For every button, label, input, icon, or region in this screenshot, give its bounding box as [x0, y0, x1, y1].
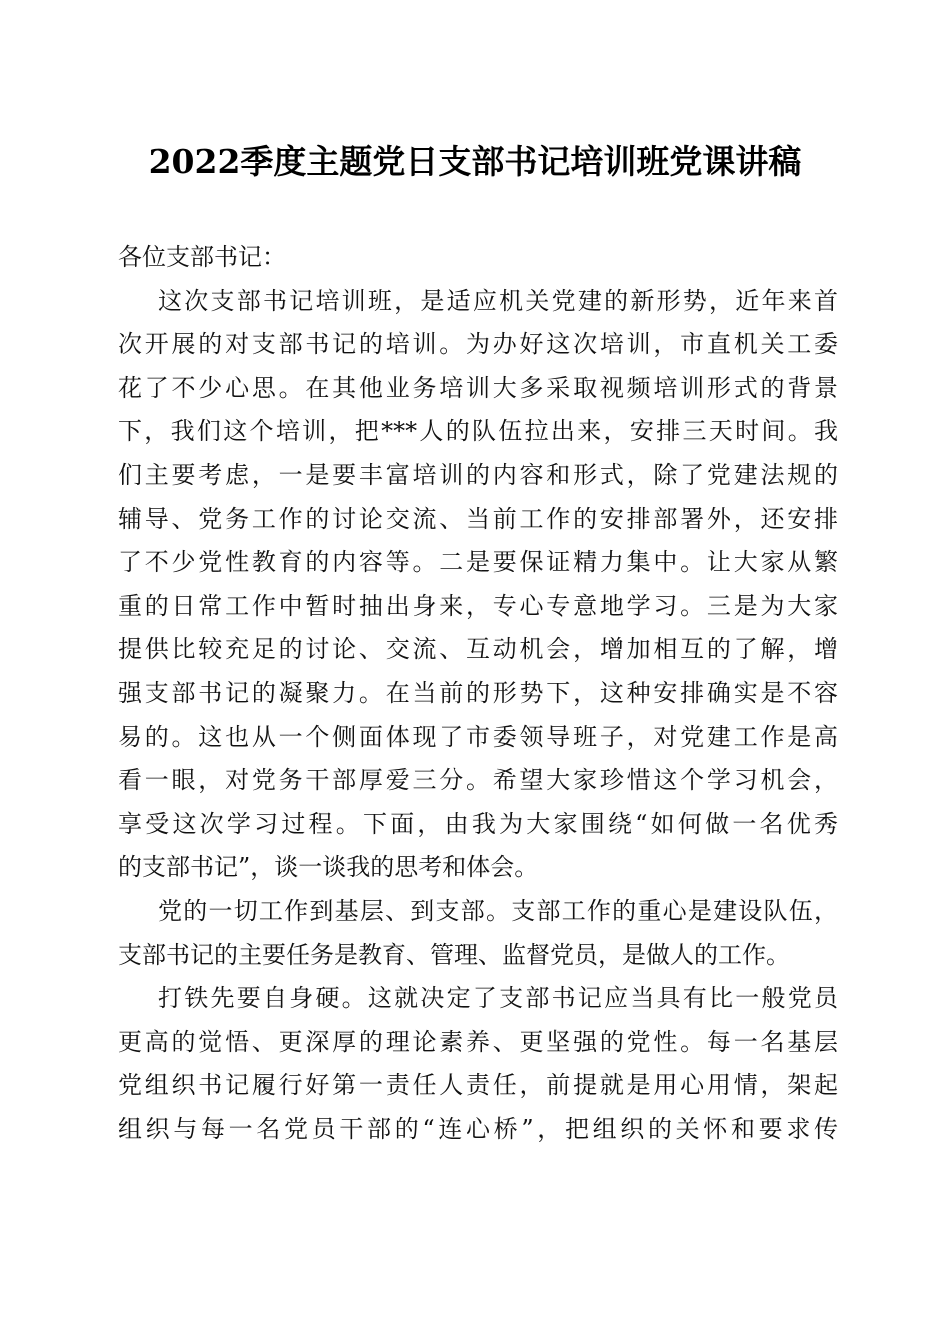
paragraph-line: 这次支部书记培训班，是适应机关党建的新形势，近年来首: [158, 286, 838, 315]
paragraph-line: 了不少党性教育的内容等。二是要保证精力集中。让大家从繁: [118, 548, 838, 577]
document-body: [118, 236, 838, 1151]
paragraph-line: 享受这次学习过程。下面，由我为大家围绕“如何做一名优秀: [118, 809, 838, 838]
paragraph-line: 易的。这也从一个侧面体现了市委领导班子，对党建工作是高: [118, 722, 838, 751]
paragraph-line: 重的日常工作中暂时抽出身来，专心专意地学习。三是为大家: [118, 591, 838, 620]
paragraph-line: 次开展的对支部书记的培训。为办好这次培训，市直机关工委: [118, 330, 838, 359]
paragraph-line: 打铁先要自身硬。这就决定了支部书记应当具有比一般党员: [158, 984, 838, 1013]
paragraph-line: 的支部书记”，谈一谈我的思考和体会。: [118, 853, 539, 882]
paragraph-2: [118, 890, 838, 977]
paragraph-line: 更高的觉悟、更深厚的理论素养、更坚强的党性。每一名基层: [118, 1027, 838, 1056]
salutation: 各位支部书记：: [118, 243, 286, 271]
document-title: 2022季度主题党日支部书记培训班党课讲稿: [148, 142, 802, 181]
paragraph-line: 党的一切工作到基层、到支部。支部工作的重心是建设队伍，: [158, 896, 838, 925]
paragraph-line: 支部书记的主要任务是教育、管理、监督党员，是做人的工作。: [118, 940, 790, 969]
paragraph-1: [118, 280, 838, 890]
paragraph-line: 们主要考虑，一是要丰富培训的内容和形式，除了党建法规的: [118, 460, 838, 489]
paragraph-line: 党组织书记履行好第一责任人责任，前提就是用心用情，架起: [118, 1071, 838, 1100]
paragraph-3: [118, 977, 838, 1151]
paragraph-line: 下，我们这个培训，把***人的队伍拉出来，安排三天时间。我: [118, 417, 838, 446]
paragraph-line: 花了不少心思。在其他业务培训大多采取视频培训形式的背景: [118, 373, 838, 402]
paragraph-line: 强支部书记的凝聚力。在当前的形势下，这种安排确实是不容: [118, 678, 838, 707]
paragraph-line: 组织与每一名党员干部的“连心桥”，把组织的关怀和要求传: [118, 1114, 838, 1143]
paragraph-line: 提供比较充足的讨论、交流、互动机会，增加相互的了解，增: [118, 635, 838, 664]
paragraph-line: 辅导、党务工作的讨论交流、当前工作的安排部署外，还安排: [118, 504, 838, 533]
paragraph-line: 看一眼，对党务干部厚爱三分。希望大家珍惜这个学习机会，: [118, 766, 838, 795]
